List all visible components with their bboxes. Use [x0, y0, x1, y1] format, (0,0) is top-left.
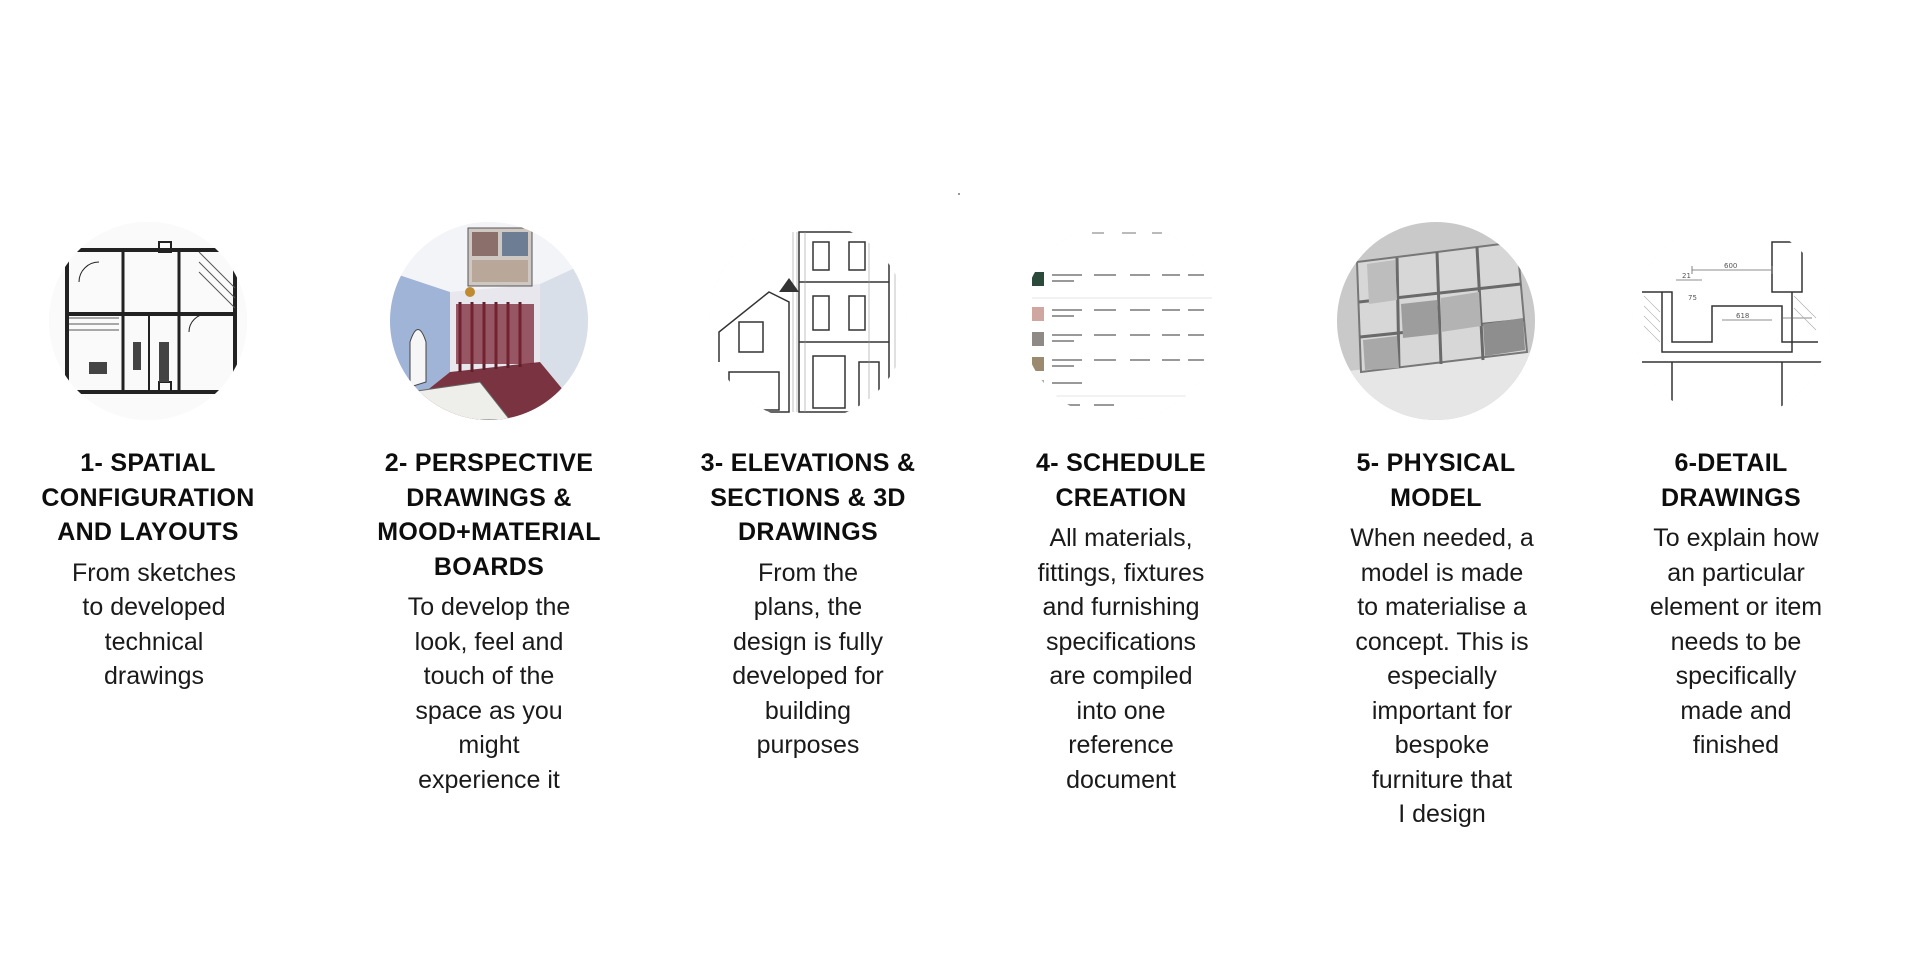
physical-model-icon — [1337, 222, 1535, 420]
step-title: 2- PERSPECTIVE DRAWINGS & MOOD+MATERIAL BOARDS — [377, 449, 601, 581]
step-title: 5- PHYSICAL MODEL — [1356, 449, 1516, 512]
schedule-image — [1022, 222, 1220, 420]
step-title: 1- SPATIAL CONFIGURATION AND LAYOUTS — [41, 449, 255, 546]
step-description: From sketches to developed technical drawings — [72, 558, 236, 690]
step-description: When needed, a model is made to materialise a concept. This is especially important for bespoke furniture that I design — [1350, 524, 1534, 828]
detail-drawing-image — [1632, 222, 1830, 420]
schedule-document-icon — [1022, 222, 1220, 420]
svg-text:21: 21 — [1682, 272, 1691, 280]
step-description: From the plans, the design is fully developed for building purposes — [732, 558, 884, 759]
detail-drawing-icon — [1632, 222, 1830, 420]
step-description: To explain how an particular element or item needs to be specifically made and finished — [1649, 524, 1823, 759]
step-1 — [38, 222, 258, 694]
floor-plan-icon — [49, 222, 247, 420]
step-description: To develop the look, feel and touch of the space as you might experience it — [407, 593, 571, 794]
perspective-drawing-icon — [390, 222, 588, 420]
perspective-image — [390, 222, 588, 420]
elevation-drawing-icon — [709, 222, 907, 420]
svg-text:618: 618 — [1736, 312, 1750, 320]
svg-text:600: 600 — [1724, 262, 1738, 270]
step-4 — [1016, 222, 1226, 797]
step-6 — [1624, 222, 1838, 763]
step-5 — [1326, 222, 1546, 832]
decorative-dot — [958, 193, 960, 195]
physical-model-image — [1337, 222, 1535, 420]
floor-plan-image — [49, 222, 247, 420]
elevation-image — [709, 222, 907, 420]
svg-text:75: 75 — [1688, 294, 1697, 302]
step-title: 4- SCHEDULE CREATION — [1036, 449, 1206, 512]
step-3 — [688, 222, 928, 763]
step-description: All materials, fittings, fixtures and furnishing specifications are compiled into one reference document — [1037, 524, 1205, 794]
step-title: 3- ELEVATIONS & SECTIONS & 3D DRAWINGS — [700, 449, 916, 546]
step-title: 6-DETAIL DRAWINGS — [1661, 449, 1801, 512]
step-2 — [364, 222, 614, 797]
